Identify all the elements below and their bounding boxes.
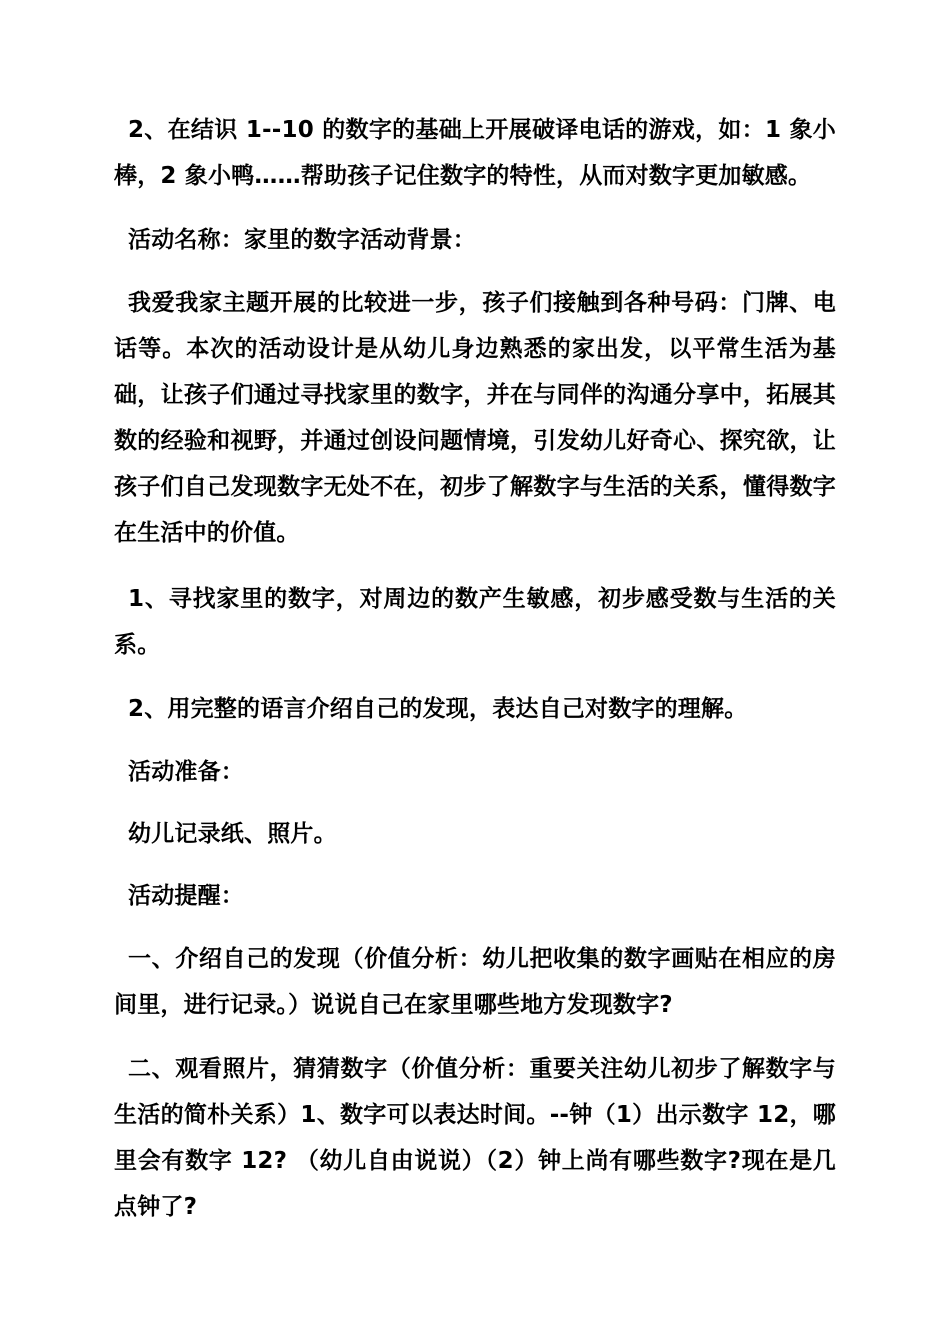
paragraph-background: 我爱我家主题开展的比较进一步，孩子们接触到各种号码：门牌、电话等。本次的活动设计是从幼儿身边熟悉的家出发，以平常生活为基础，让孩子们通过寻找家里的数字，并在与同伴的沟通分享中，拓展其数的经验和视野，并通过创设问题情境，引发幼儿好奇心、探究欲，让孩子们自己发现数字无处不在，初步了解数字与生活的关系，懂得数字在生活中的价值。 [114, 290, 836, 546]
paragraph-preparation-heading: 活动准备： [128, 759, 244, 785]
paragraph-phone-game: 2、在结识 1--10 的数字的基础上开展破译电话的游戏，如：1 象小棒，2 象小鸭……帮助孩子记住数字的特性，从而对数字更加敏感。 [114, 117, 836, 189]
paragraph-materials: 幼儿记录纸、照片。 [128, 821, 337, 847]
paragraph-step-two: 二、观看照片，猜猜数字（价值分析：重要关注幼儿初步了解数字与生活的简朴关系）1、数字可以表达时间。--钟（1）出示数字 12，哪里会有数字 12? （幼儿自由说说）（2）钟上尚有哪些数字?现在是几点钟了? [114, 1056, 836, 1220]
paragraph-step-one: 一、介绍自己的发现（价值分析：幼儿把收集的数字画贴在相应的房间里，进行记录。）说说自己在家里哪些地方发现数字? [114, 946, 836, 1018]
paragraph-goal-1: 1、寻找家里的数字，对周边的数产生敏感，初步感受数与生活的关系。 [114, 586, 836, 658]
paragraph-activity-name: 活动名称：家里的数字活动背景： [128, 227, 476, 253]
paragraph-goal-2: 2、用完整的语言介绍自己的发现，表达自己对数字的理解。 [128, 696, 748, 722]
paragraph-reminder-heading: 活动提醒： [128, 883, 244, 909]
